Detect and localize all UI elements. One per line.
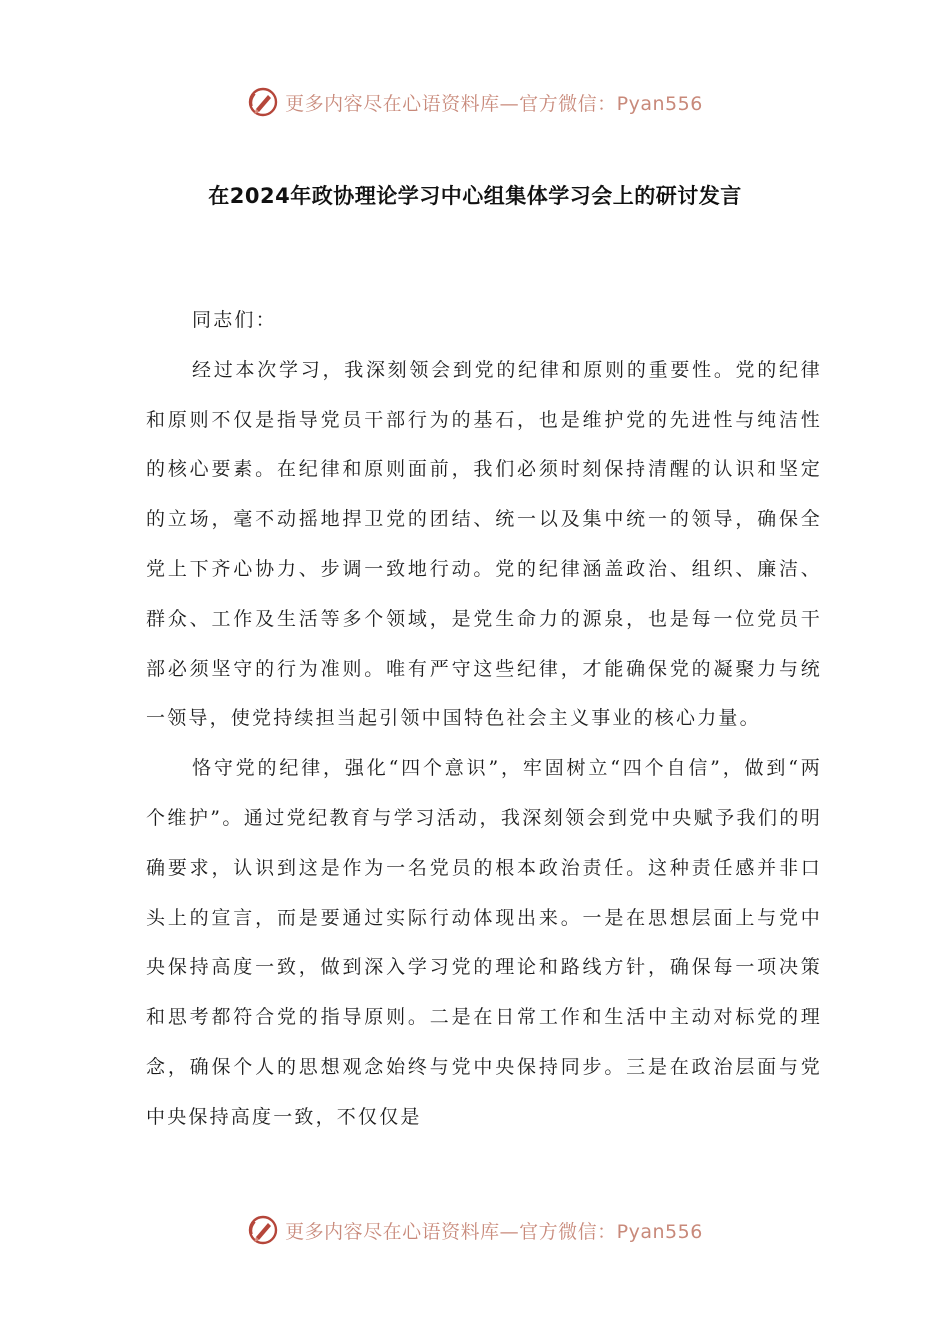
pen-logo-icon [247, 86, 279, 118]
watermark-text: 更多内容尽在心语资料库—官方微信：Pyan556 [285, 1220, 703, 1243]
watermark-text: 更多内容尽在心语资料库—官方微信：Pyan556 [285, 92, 703, 115]
paragraph-2: 恪守党的纪律，强化“四个意识”，牢固树立“四个自信”，做到“两个维护”。通过党纪教育与学习活动，我深刻领会到党中央赋予我们的明确要求，认识到这是作为一名党员的根本政治责任。这种责任感并非口头上的宣言，而是要通过实际行动体现出来。一是在思想层面上与党中央保持高度一致，做到深入学习党的理论和路线方针，确保每一项决策和思考都符合党的指导原则。二是在日常工作和生活中主动对标党的理念，确保个人的思想观念始终与党中央保持同步。三是在政治层面与党中央保持高度一致，不仅仅是 [146, 757, 822, 1128]
footer-watermark [0, 1210, 950, 1250]
header-watermark [0, 82, 950, 122]
document-title: 在2024年政协理论学习中心组集体学习会上的研讨发言 [208, 184, 742, 208]
paragraph-1: 经过本次学习，我深刻领会到党的纪律和原则的重要性。党的纪律和原则不仅是指导党员干部行为的基石，也是维护党的先进性与纯洁性的核心要素。在纪律和原则面前，我们必须时刻保持清醒的认识和坚定的立场，毫不动摇地捍卫党的团结、统一以及集中统一的领导，确保全党上下齐心协力、步调一致地行动。党的纪律涵盖政治、组织、廉洁、群众、工作及生活等多个领域，是党生命力的源泉，也是每一位党员干部必须坚守的行为准则。唯有严守这些纪律，才能确保党的凝聚力与统一领导，使党持续担当起引领中国特色社会主义事业的核心力量。 [146, 358, 822, 730]
document-body [146, 296, 822, 1143]
wechat-id: Pyan556 [616, 1220, 703, 1243]
pen-logo-icon [247, 1214, 279, 1246]
salutation: 同志们： [192, 309, 277, 331]
wechat-id: Pyan556 [616, 92, 703, 115]
